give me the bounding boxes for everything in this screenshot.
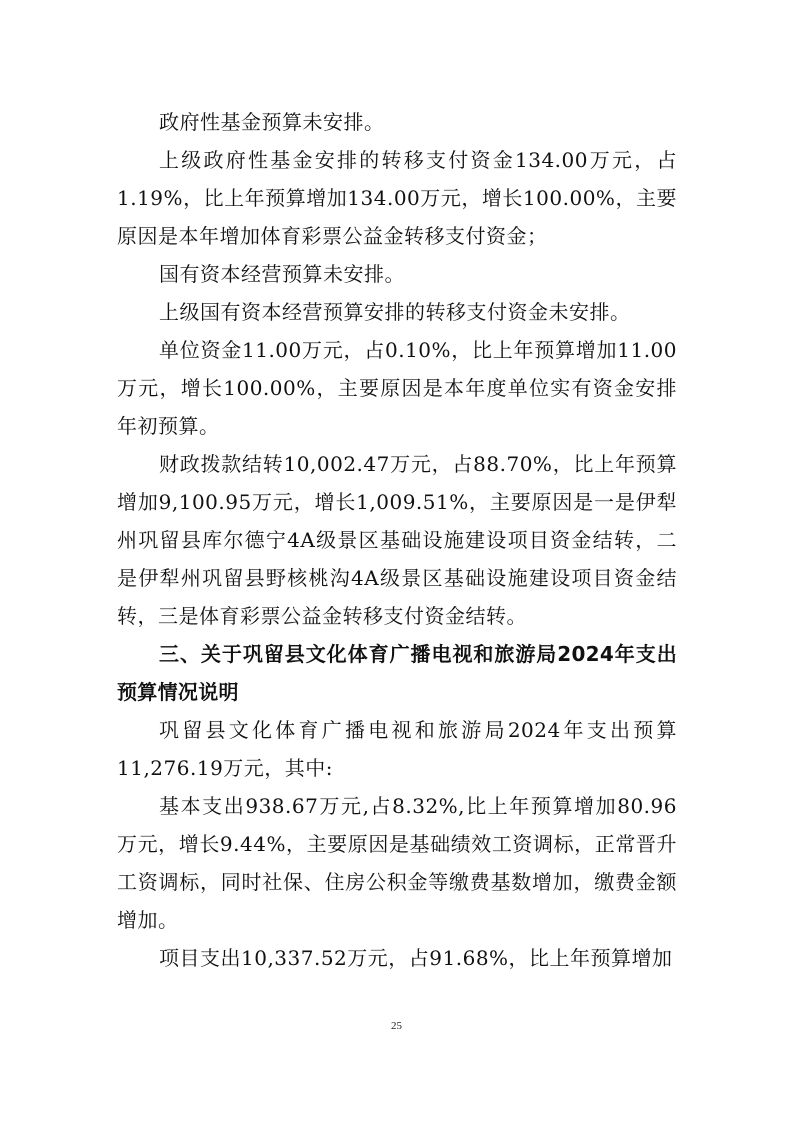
paragraph-upper-state-capital-transfer: 上级国有资本经营预算安排的转移支付资金未安排。 — [159, 300, 631, 324]
paragraph-state-capital-budget: 国有资本经营预算未安排。 — [159, 262, 405, 286]
paragraph-unit-funds: 单位资金11.00万元，占0.10%，比上年预算增加11.00万元，增长100.00%，主要原因是本年度单位实有资金安排年初预算。 — [117, 338, 677, 438]
paragraph-gov-fund-budget: 政府性基金预算未安排。 — [159, 110, 385, 134]
paragraph-expenditure-total: 巩留县文化体育广播电视和旅游局2024年支出预算11,276.19万元，其中: — [117, 718, 677, 780]
page-number: 25 — [391, 1020, 402, 1032]
document-body — [117, 103, 677, 977]
paragraph-upper-gov-fund-transfer: 上级政府性基金安排的转移支付资金134.00万元，占1.19%，比上年预算增加134.00万元，增长100.00%，主要原因是本年增加体育彩票公益金转移支付资金； — [117, 148, 677, 248]
paragraph-fiscal-carryover: 财政拨款结转10,002.47万元，占88.70%，比上年预算增加9,100.95万元，增长1,009.51%，主要原因是一是伊犁州巩留县库尔德宁4A级景区基础设施建设项目资金结转，二是伊犁州巩留县野核桃沟4A级景区基础设施建设项目资金结转，三是体育彩票公益金转移支付资金结转。 — [117, 452, 677, 628]
paragraph-basic-expenditure: 基本支出938.67万元,占8.32%,比上年预算增加80.96万元，增长9.44%，主要原因是基础绩效工资调标，正常晋升工资调标，同时社保、住房公积金等缴费基数增加，缴费金额增加。 — [117, 794, 677, 932]
section-heading-expenditure: 三、关于巩留县文化体育广播电视和旅游局2024年支出预算情况说明 — [117, 642, 677, 704]
paragraph-project-expenditure: 项目支出10,337.52万元，占91.68%，比上年预算增加 — [159, 946, 673, 970]
